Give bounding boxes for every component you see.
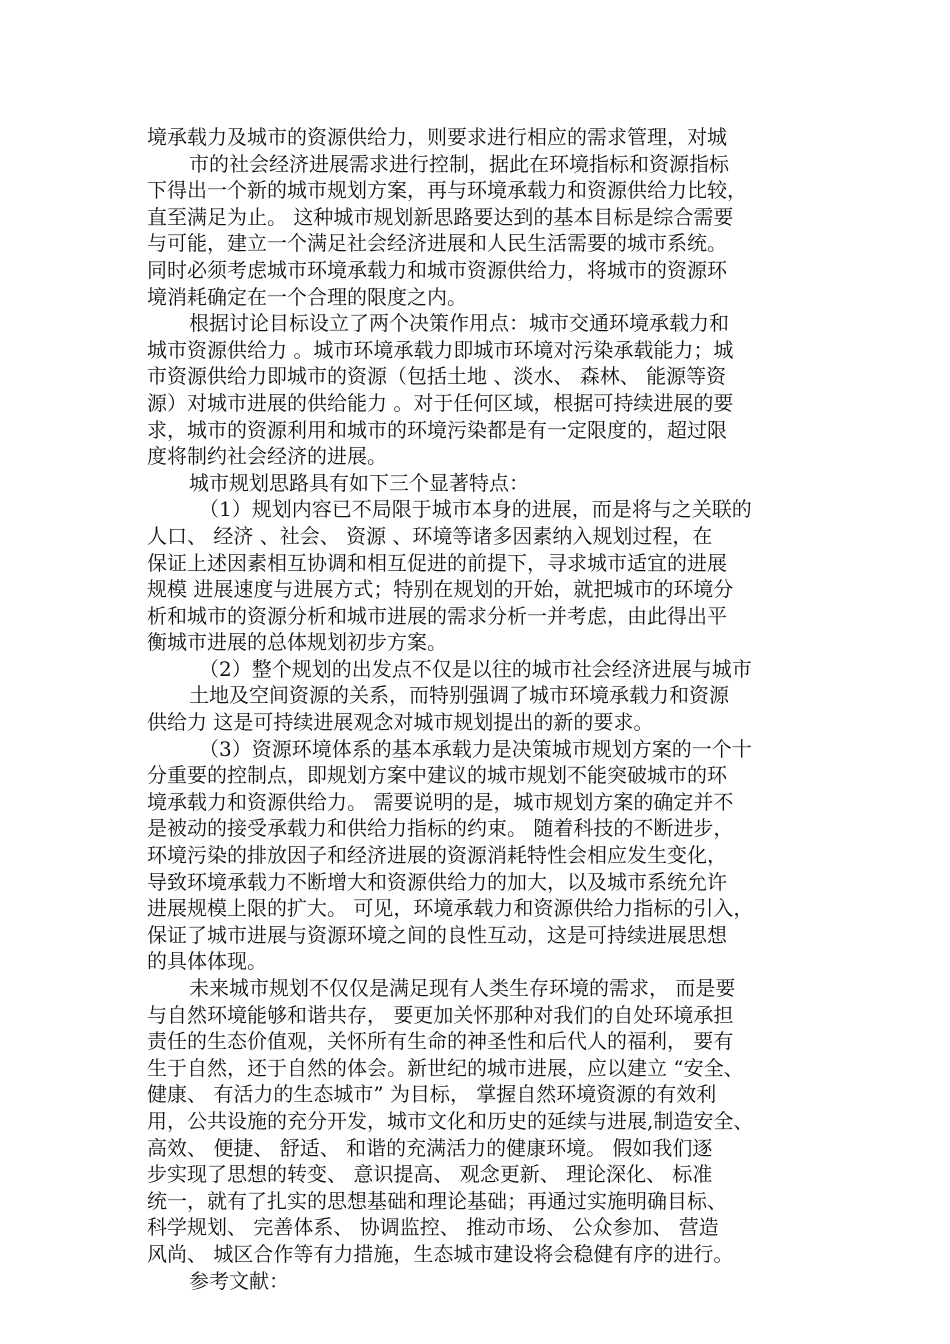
text-line: 用，公共设施的充分开发，城市文化和历史的延续与进展,制造安全、	[147, 1108, 754, 1133]
list-item-first-line: （2）整个规划的出发点不仅是以往的城市社会经济进展与城市	[199, 656, 752, 681]
references-heading: 参考文献：	[189, 1268, 289, 1293]
text-line: 保证上述因素相互协调和相互促进的前提下，寻求城市适宜的进展	[147, 550, 727, 575]
text-line: 规模 进展速度与进展方式；特别在规划的开始，就把城市的环境分	[147, 577, 734, 602]
text-line: 与可能，建立一个满足社会经济进展和人民生活需要的城市系统。	[147, 231, 727, 256]
text-line: 的具体体现。	[147, 949, 267, 974]
text-line: 是被动的接受承载力和供给力指标的约束。 随着科技的不断进步，	[147, 816, 734, 841]
text-line: 进展规模上限的扩大。 可见，环境承载力和资源供给力指标的引入，	[147, 896, 754, 921]
text-line: 土地及空间资源的关系，而特别强调了城市环境承载力和资源	[189, 683, 729, 708]
text-line: 求，城市的资源利用和城市的环境污染都是有一定限度的，超过限	[147, 417, 727, 442]
text-line: 与自然环境能够和谐共存， 要更加关怀那种对我们的自处环境承担	[147, 1002, 734, 1027]
paragraph-first-line: 未来城市规划不仅仅是满足现有人类生存环境的需求， 而是要	[189, 976, 736, 1000]
text-line: 科学规划、 完善体系、 协调监控、 推动市场、 公众参加、 营造	[147, 1215, 719, 1240]
text-line: 人口、 经济 、社会、 资源 、环境等诸多因素纳入规划过程，在	[147, 523, 713, 548]
text-line: 环境污染的排放因子和经济进展的资源消耗特性会相应发生变化，	[147, 843, 727, 868]
text-line: 步实现了思想的转变、 意识提高、 观念更新、 理论深化、 标准	[147, 1162, 713, 1187]
text-line: 下得出一个新的城市规划方案，再与环境承载力和资源供给力比较，	[147, 178, 747, 203]
text-line: 源）对城市进展的供给能力 。对于任何区域，根据可持续进展的要	[147, 390, 734, 415]
paragraph-first-line: 城市规划思路具有如下三个显著特点：	[189, 470, 529, 495]
paragraph-first-line: 根据讨论目标设立了两个决策作用点：城市交通环境承载力和	[189, 311, 729, 336]
text-line: 保证了城市进展与资源环境之间的良性互动，这是可持续进展思想	[147, 922, 727, 947]
list-item-first-line: （3）资源环境体系的基本承载力是决策城市规划方案的一个十	[199, 736, 752, 761]
body-text	[147, 124, 827, 1294]
list-item-first-line: （1）规划内容已不局限于城市本身的进展，而是将与之关联的	[199, 497, 752, 522]
text-line: 境消耗确定在一个合理的限度之内。	[147, 284, 467, 309]
text-line: 度将制约社会经济的进展。	[147, 444, 387, 469]
text-line: 衡城市进展的总体规划初步方案。	[147, 630, 447, 655]
text-line: 境承载力及城市的资源供给力，则要求进行相应的需求管理，对城	[147, 125, 727, 149]
text-line: 同时必须考虑城市环境承载力和城市资源供给力，将城市的资源环	[147, 257, 727, 282]
text-line: 生于自然，还于自然的体会。新世纪的城市进展，应以建立 “安全、	[147, 1055, 744, 1080]
text-line: 市资源供给力即城市的资源（包括土地 、淡水、 森林、 能源等资	[147, 364, 727, 389]
text-line: 责任的生态价值观，关怀所有生命的神圣性和后代人的福利， 要有	[147, 1029, 734, 1054]
text-line: 高效、 便捷、 舒适、 和谐的充满活力的健康环境。 假如我们逐	[147, 1135, 713, 1160]
text-line: 供给力 这是可持续进展观念对城市规划提出的新的要求。	[147, 710, 654, 735]
text-line: 城市资源供给力 。城市环境承载力即城市环境对污染承载能力；城	[147, 337, 734, 362]
text-line: 直至满足为止。 这种城市规划新思路要达到的基本目标是综合需要	[147, 204, 734, 229]
text-line: 统一，就有了扎实的思想基础和理论基础；再通过实施明确目标、	[147, 1188, 727, 1213]
text-line: 市的社会经济进展需求进行控制，据此在环境指标和资源指标	[189, 151, 729, 176]
text-line: 风尚、 城区合作等有力措施，生态城市建设将会稳健有序的进行。	[147, 1241, 734, 1266]
text-line: 导致环境承载力不断增大和资源供给力的加大，以及城市系统允许	[147, 869, 727, 894]
text-line: 分重要的控制点，即规划方案中建议的城市规划不能突破城市的环	[147, 763, 727, 788]
text-line: 析和城市的资源分析和城市进展的需求分析一并考虑，由此得出平	[147, 603, 727, 628]
text-line: 健康、 有活力的生态城市” 为目标， 掌握自然环境资源的有效利	[147, 1082, 717, 1107]
text-line: 境承载力和资源供给力。 需要说明的是，城市规划方案的确定并不	[147, 789, 734, 814]
